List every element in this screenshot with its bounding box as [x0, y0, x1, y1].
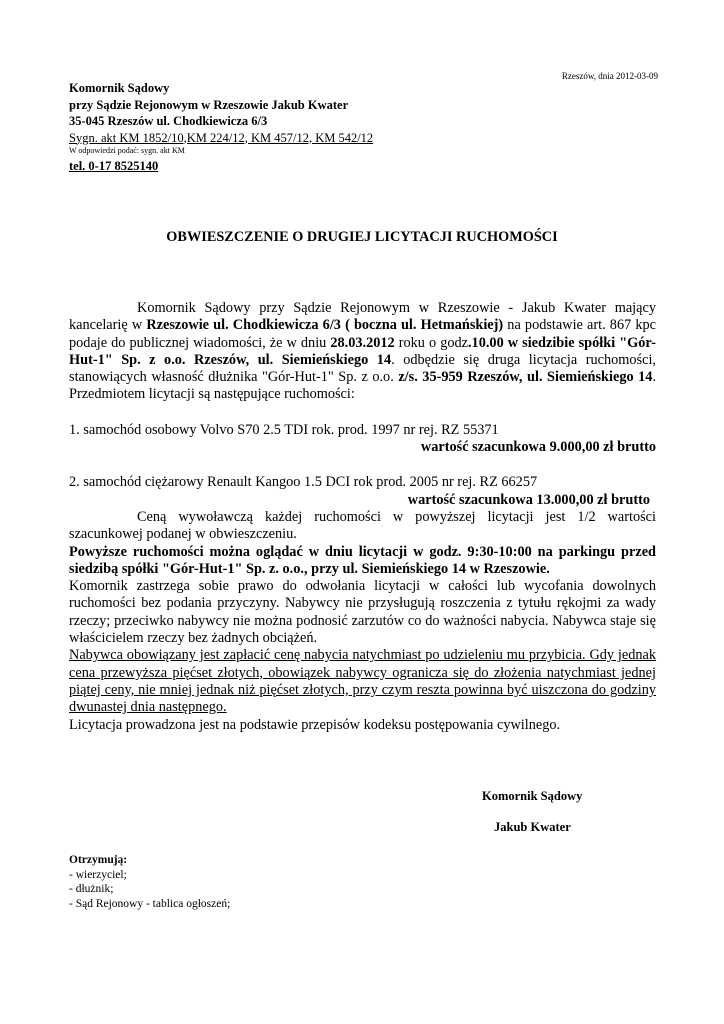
header-line-1: Komornik Sądowy [69, 81, 170, 95]
recipient-item: - Sąd Rejonowy - tablica ogłoszeń; [69, 897, 231, 910]
intro-text-1: Komornik Sądowy przy Sądzie Rejonowym w Rzeszowie - Jakub Kwater mający kancelarię w [69, 300, 656, 334]
document-date: Rzeszów, dnia 2012-03-09 [561, 71, 658, 81]
item-value: wartość szacunkowa 13.000,00 zł brutto [407, 491, 650, 508]
intro-text-4: . odbędzie się druga licytacja ruchomości, stanowiących własność dłużnika "Gór-Hut-1" Sp. z o.o. [69, 351, 656, 386]
phone-number: tel. 0-17 8525140 [69, 159, 159, 173]
reserve-paragraph: Komornik zastrzega sobie prawo do odwołania licytacji w całości lub wycofania dowolnych ruchomości bez podania przyczyny. Nabywcy nie przysługują roszczenia z tytułu rękojmi za wady rzeczy; przeciwko nabywcy nie można podnosić zarzutów co do ważności nabycia. Nabywca staje się właścicielem rzeczy bez żadnych obciążeń. [69, 578, 656, 647]
bailiff-header [69, 80, 373, 175]
auction-place: .10.00 w siedzibie spółki "Gór-Hut-1" Sp. z o.o. Rzeszów, ul. Siemieńskiego 14 [69, 334, 656, 368]
document-title: OBWIESZCZENIE O DRUGIEJ LICYTACJI RUCHOMOŚCI [166, 229, 558, 245]
intro-text-5: . Przedmiotem licytacji są następujące ruchomości: [69, 369, 657, 403]
auction-date: 28.03.2012 [330, 334, 395, 351]
intro-address: Rzeszowie ul. Chodkiewicza 6/3 ( boczna ul. Hetmańskiej) [146, 317, 504, 334]
reply-note: W odpowiedzi podać: sygn. akt KM [69, 146, 185, 155]
intro-paragraph [69, 300, 656, 404]
recipients-label: Otrzymują: [69, 854, 128, 866]
case-signature: Sygn. akt KM 1852/10,KM 224/12, KM 457/12, KM 542/12 [69, 130, 374, 145]
signature-role: Komornik Sądowy [482, 789, 583, 803]
payment-paragraph: Nabywca obowiązany jest zapłacić cenę nabycia natychmiast po udzieleniu mu przybicia. Gdy jednak cena przewyższa pięćset złotych, obowiązek nabywcy ogranicza się do złożenia natychmiast jednej piątej ceny, nie mniej jednak niż pięćset złotych, przy czym reszta powinna być uiszczona do godziny dwunastej dnia następnego. [69, 647, 656, 716]
item-value: wartość szacunkowa 9.000,00 zł brutto [420, 439, 656, 456]
header-line-3: 35-045 Rzeszów ul. Chodkiewicza 6/3 [69, 114, 268, 128]
intro-text-3: roku o godz [394, 334, 468, 351]
list-item [69, 474, 656, 509]
list-item [69, 422, 656, 457]
intro-text-2: na podstawie art. 867 kpc podaje do publicznej wiadomości, że w dniu [69, 317, 657, 351]
document-body [69, 300, 656, 734]
viewing-paragraph: Powyższe ruchomości można oglądać w dniu licytacji w godz. 9:30-10:00 na parkingu przed siedzibą spółki "Gór-Hut-1" Sp. z. o.o., przy ul. Siemieńskiego 14 w Rzeszowie. [69, 543, 656, 577]
debtor-address: z/s. 35-959 Rzeszów, ul. Siemieńskiego 14 [398, 369, 653, 386]
signature-name: Jakub Kwater [494, 820, 571, 834]
header-line-2: przy Sądzie Rejonowym w Rzeszowie Jakub Kwater [69, 97, 349, 112]
item-description: 2. samochód ciężarowy Renault Kangoo 1.5 DCI rok prod. 2005 nr rej. RZ 66257 [69, 474, 538, 491]
recipient-item: - wierzyciel; [69, 868, 127, 881]
price-paragraph: Ceną wywoławczą każdej ruchomości w powyższej licytacji jest 1/2 wartości szacunkowej podanej w obwieszczeniu. [69, 508, 656, 543]
legal-paragraph: Licytacja prowadzona jest na podstawie przepisów kodeksu postępowania cywilnego. [69, 716, 561, 733]
item-description: 1. samochód osobowy Volvo S70 2.5 TDI rok. prod. 1997 nr rej. RZ 55371 [69, 421, 499, 438]
recipients [69, 853, 230, 911]
recipient-item: - dłużnik; [69, 883, 114, 895]
